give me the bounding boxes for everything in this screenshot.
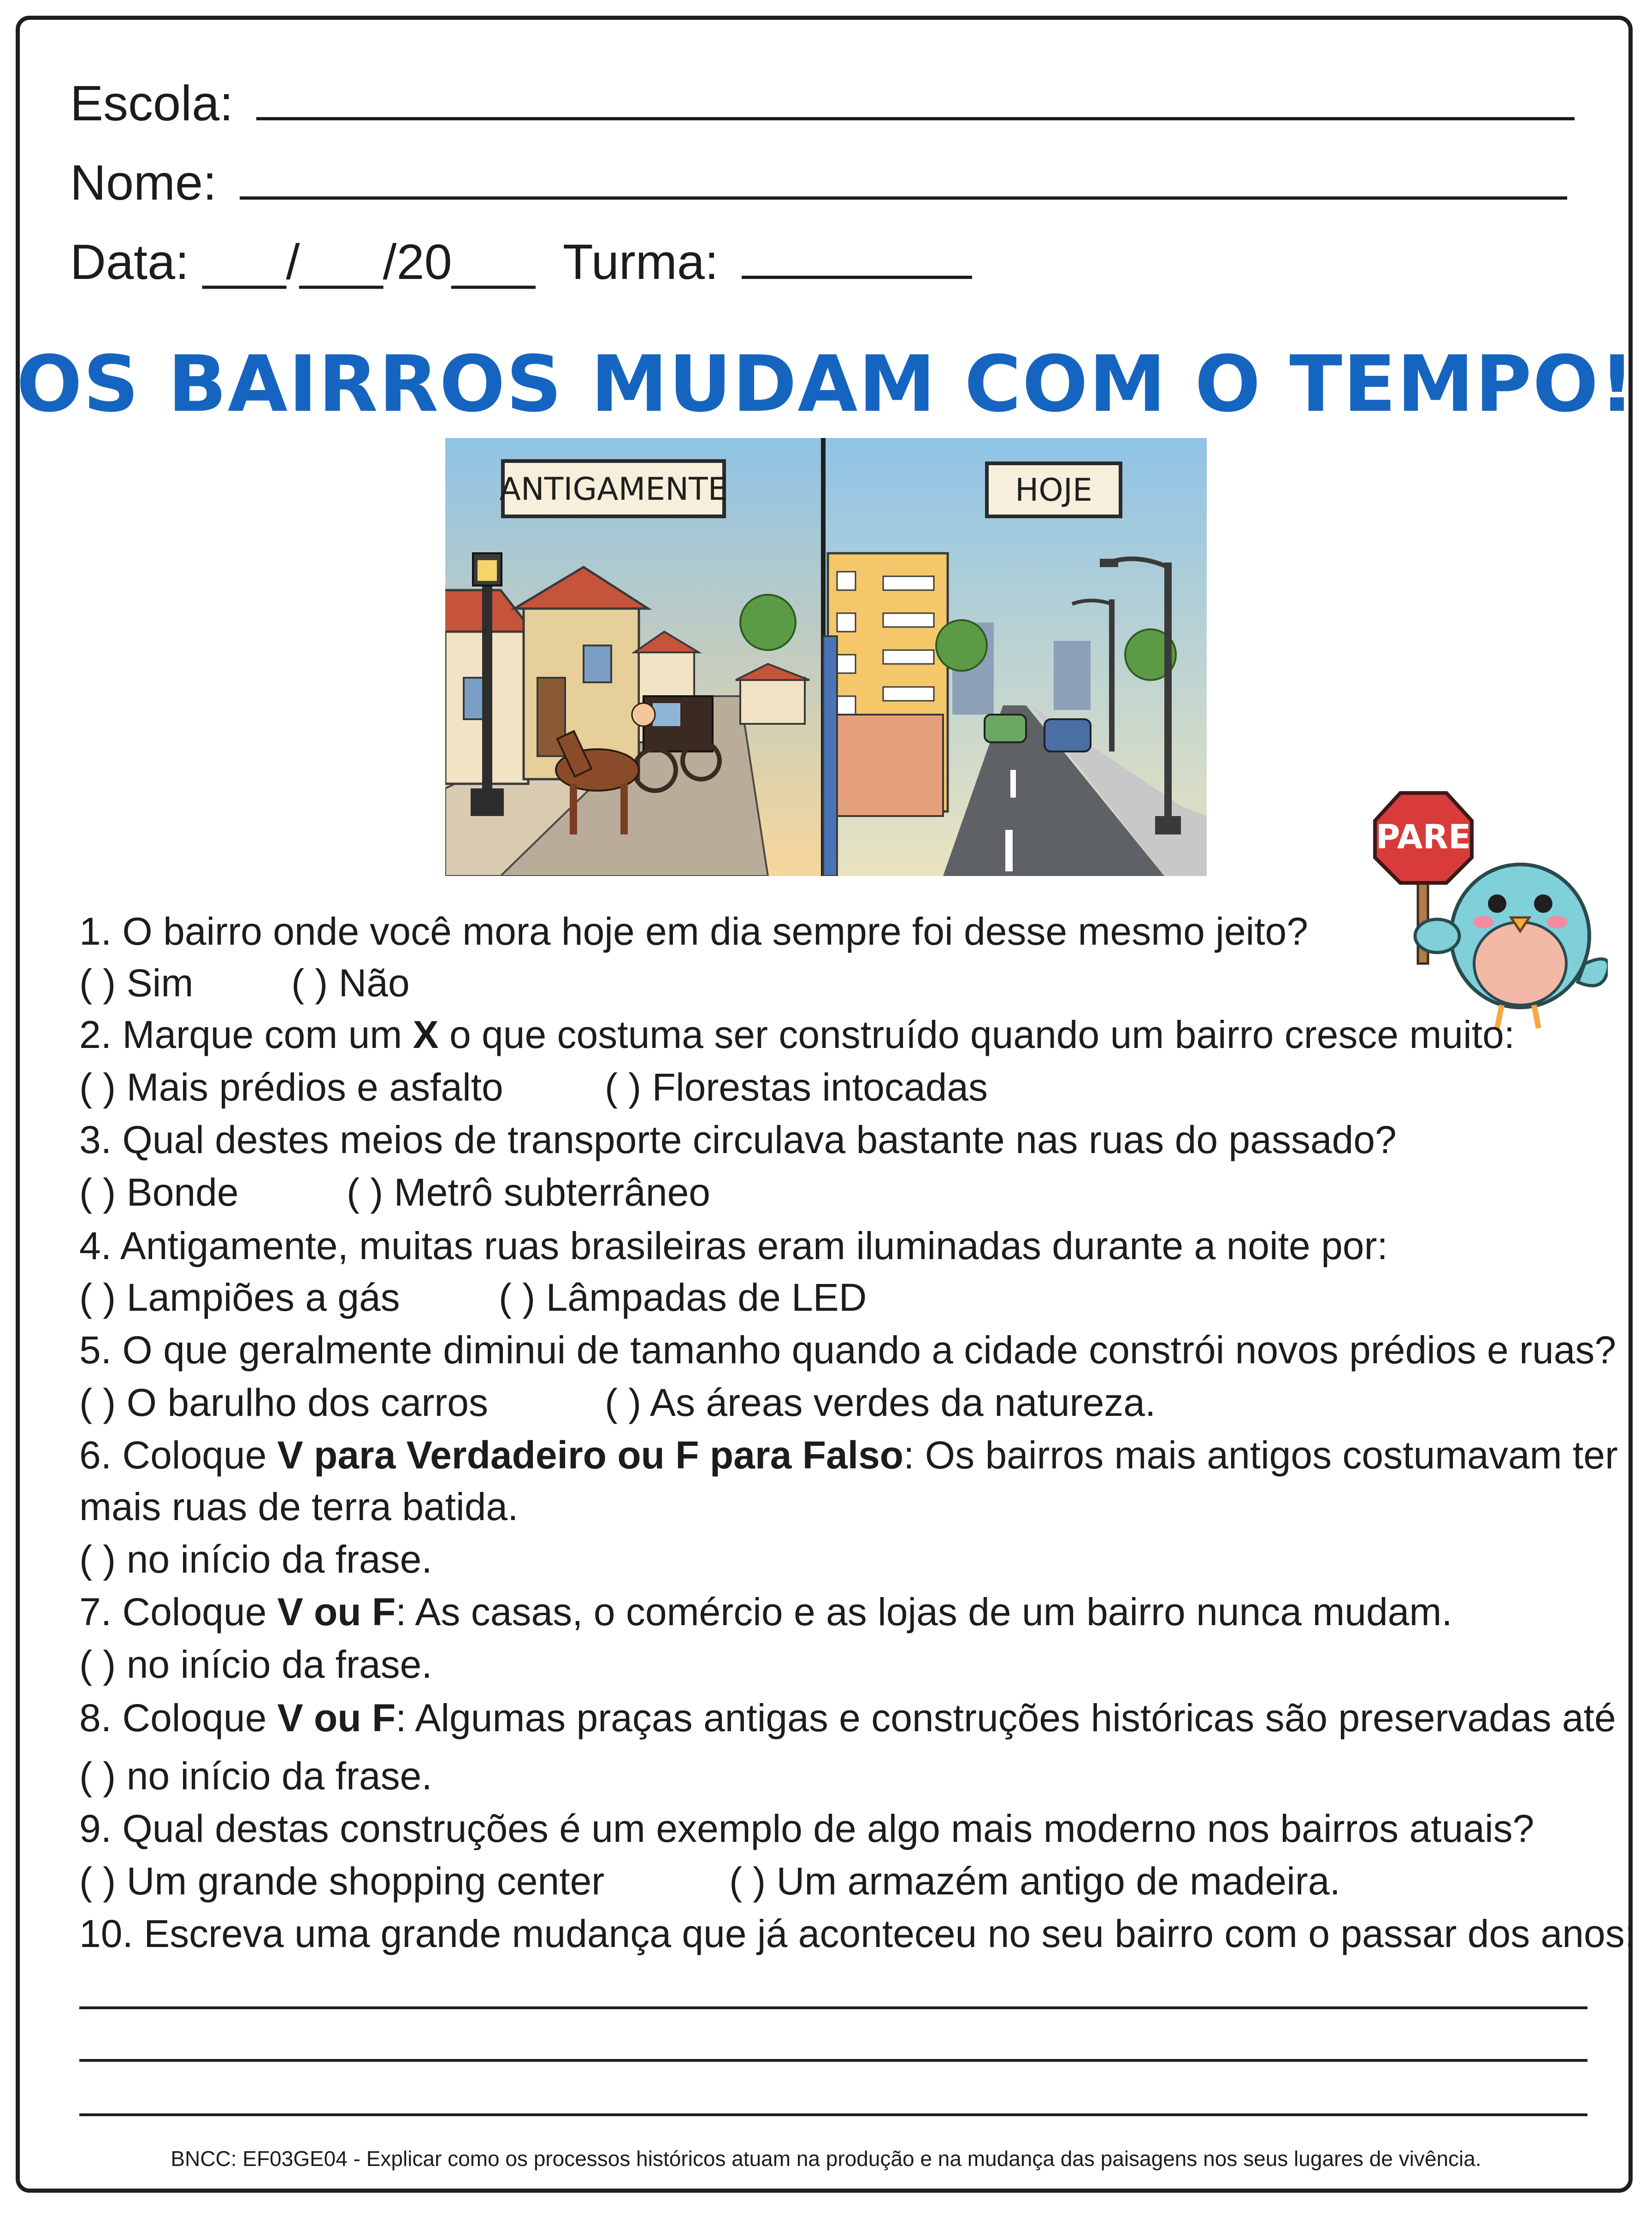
q1-option-1[interactable]: ( ) Sim (79, 961, 194, 1005)
answer-box[interactable]: ( ) (79, 1643, 116, 1686)
q2-option-2[interactable]: ( ) Florestas intocadas (605, 1065, 988, 1109)
question-9: 9. Qual destas construções é um exemplo de algo mais moderno nos bairros atuais? (79, 1807, 1534, 1850)
q9-option-1[interactable]: ( ) Um grande shopping center (79, 1859, 605, 1903)
q4-option-1[interactable]: ( ) Lampiões a gás (79, 1276, 400, 1319)
question-7: 7. Coloque V ou F: As casas, o comércio e as lojas de um bairro nunca mudam. (79, 1590, 1452, 1633)
bncc-footer: BNCC: EF03GE04 - Explicar como os processos históricos atuam na produção e na mudança das paisagens nos seus lugares de vivência. (171, 2147, 1481, 2171)
q6-answer[interactable]: ( ) no início da frase. (79, 1538, 432, 1581)
answer-box[interactable]: ( ) (729, 1859, 766, 1903)
question-1 (79, 912, 1308, 951)
question-2: 2. Marque com um X o que costuma ser construído quando um bairro cresce muito: (79, 1013, 1515, 1056)
q2-option-1[interactable]: ( ) Mais prédios e asfalto (79, 1065, 503, 1109)
question-text: O bairro onde você mora hoje em dia sempre foi desse mesmo jeito? (122, 910, 1308, 953)
class-label: Turma: (562, 234, 719, 290)
class-input-line[interactable] (742, 236, 972, 279)
sign-hoje: HOJE (1015, 472, 1092, 509)
answer-line-2[interactable] (79, 2059, 1587, 2062)
answer-line-3[interactable] (79, 2113, 1587, 2116)
answer-box[interactable]: ( ) (79, 1859, 116, 1903)
stop-sign-text: PARE (1375, 817, 1471, 856)
answer-box[interactable]: ( ) (499, 1276, 536, 1319)
name-label: Nome: (70, 154, 217, 210)
q7-answer[interactable]: ( ) no início da frase. (79, 1643, 432, 1686)
question-6: 6. Coloque V para Verdadeiro ou F para Falso: Os bairros mais antigos costumavam ter (79, 1433, 1618, 1477)
q5-option-2[interactable]: ( ) As áreas verdes da natureza. (605, 1381, 1156, 1424)
answer-box[interactable]: ( ) (605, 1381, 642, 1424)
q8-answer[interactable]: ( ) no início da frase. (79, 1754, 432, 1798)
answer-box[interactable]: ( ) (79, 1276, 116, 1319)
q4-option-2[interactable]: ( ) Lâmpadas de LED (499, 1276, 867, 1319)
q1-option-2[interactable]: ( ) Não (291, 961, 410, 1005)
answer-box[interactable]: ( ) (291, 961, 328, 1005)
school-field (70, 75, 1575, 131)
then-and-now-illustration (445, 438, 1207, 876)
answer-box[interactable]: ( ) (347, 1171, 384, 1214)
answer-box[interactable]: ( ) (79, 1065, 116, 1109)
answer-box[interactable]: ( ) (79, 961, 116, 1005)
answer-box[interactable]: ( ) (79, 1538, 116, 1581)
q3-option-1[interactable]: ( ) Bonde (79, 1171, 239, 1214)
bird-mascot-with-stop-sign (1368, 784, 1608, 1033)
school-input-line[interactable] (256, 77, 1575, 120)
date-label: Data: ___/___/20___ (70, 234, 535, 290)
name-field (70, 154, 1567, 210)
answer-box[interactable]: ( ) (79, 1381, 116, 1424)
worksheet-title: OS BAIRROS MUDAM COM O TEMPO! (16, 339, 1636, 429)
q9-option-2[interactable]: ( ) Um armazém antigo de madeira. (729, 1859, 1340, 1903)
sign-antigamente: ANTIGAMENTE (499, 471, 728, 508)
question-5: 5. O que geralmente diminui de tamanho quando a cidade constrói novos prédios e ruas? (79, 1328, 1617, 1372)
name-input-line[interactable] (240, 157, 1567, 200)
question-number: 1. (79, 910, 112, 953)
answer-line-1[interactable] (79, 2006, 1587, 2009)
answer-box[interactable]: ( ) (605, 1065, 642, 1109)
question-8: 8. Coloque V ou F: Algumas praças antigas e construções históricas são preservadas até (79, 1696, 1616, 1740)
question-3: 3. Qual destes meios de transporte circulava bastante nas ruas do passado? (79, 1118, 1397, 1161)
q3-option-2[interactable]: ( ) Metrô subterrâneo (347, 1171, 710, 1214)
answer-box[interactable]: ( ) (79, 1171, 116, 1214)
question-10: 10. Escreva uma grande mudança que já aconteceu no seu bairro com o passar dos anos: (79, 1912, 1636, 1955)
school-label: Escola: (70, 75, 234, 131)
answer-box[interactable]: ( ) (79, 1754, 116, 1798)
question-6-continued: mais ruas de terra batida. (79, 1485, 519, 1528)
question-4: 4. Antigamente, muitas ruas brasileiras eram iluminadas durante a noite por: (79, 1224, 1388, 1267)
date-class-field (70, 234, 972, 290)
q5-option-1[interactable]: ( ) O barulho dos carros (79, 1381, 489, 1424)
